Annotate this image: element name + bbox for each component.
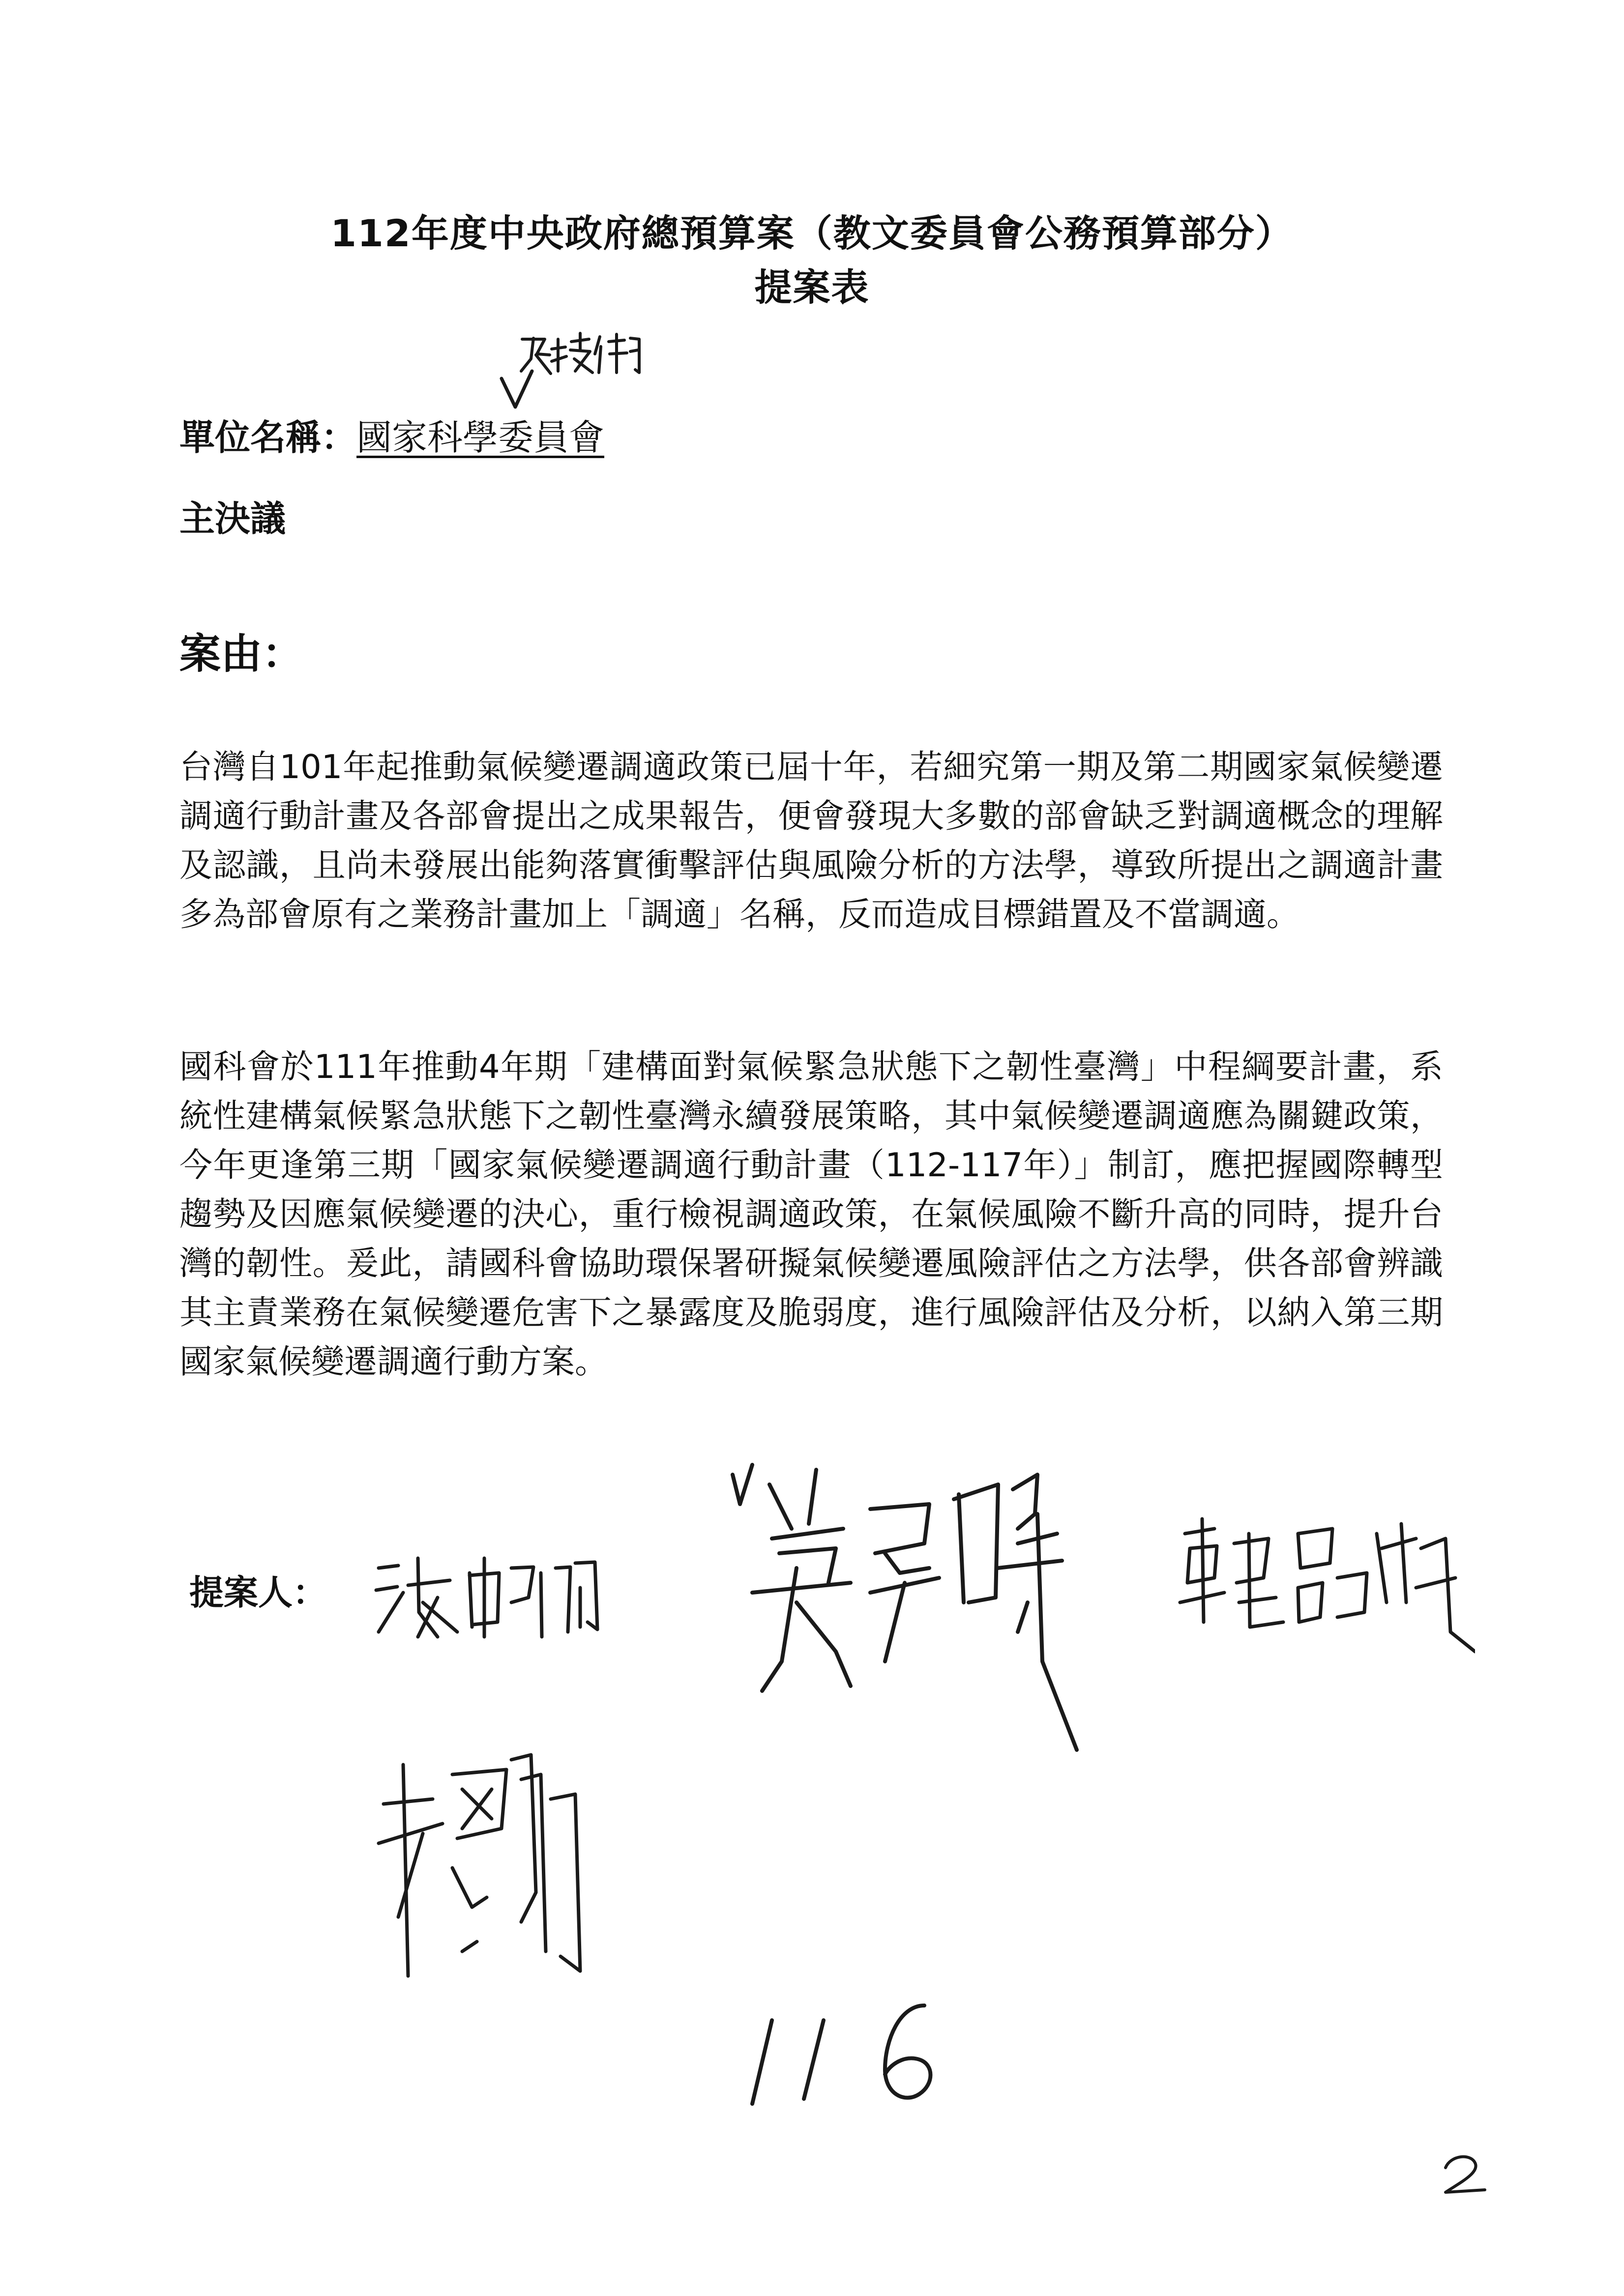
reason-paragraph-2: 國科會於111年推動4年期「建構面對氣候緊急狀態下之韌性臺灣」中程綱要計畫，系統性建構氣候緊急狀態下之韌性臺灣永續發展策略，其中氣候變遷調適應為關鍵政策，今年更逢第三期「國家氣候變遷調適行動計畫（112-117年）」制訂，應把握國際轉型趨勢及因應氣候變遷的決心，重行檢視調適政策，在氣候風險不斷升高的同時，提升台灣的韌性。爰此，請國科會協助環保署研擬氣候變遷風險評估之方法學，供各部會辨識其主責業務在氣候變遷危害下之暴露度及脆弱度，進行風險評估及分析，以納入第三期國家氣候變遷調適行動方案。 xyxy=(179,1047,1443,1381)
reason-paragraph-1: 台灣自101年起推動氣候變遷調適政策已屆十年，若細究第一期及第二期國家氣候變遷調適行動計畫及各部會提出之成果報告，便會發現大多數的部會缺乏對調適概念的理解及認識，且尚未發展出能夠落實衝擊評估與風險分析的方法學，導致所提出之調適計畫多為部會原有之業務計畫加上「調適」名稱，反而造成目標錯置及不當調適。 xyxy=(179,748,1443,933)
handwritten-number xyxy=(738,1986,983,2114)
signature-4 xyxy=(364,1745,620,2001)
proposer-label: 提案人： xyxy=(189,1572,327,1613)
signature-2 xyxy=(723,1455,1155,1770)
signature-1 xyxy=(364,1539,639,1652)
main-resolution-heading: 主決議 xyxy=(179,498,286,539)
handwritten-insertion xyxy=(492,324,669,423)
unit-label: 單位名稱： xyxy=(179,417,357,458)
unit-row xyxy=(179,413,604,462)
document-subtitle: 提案表 xyxy=(754,265,870,309)
unit-value: 國家科學委員會 xyxy=(356,417,605,458)
signature-3 xyxy=(1170,1504,1475,1671)
reason-heading: 案由： xyxy=(179,630,304,678)
document-title: 112年度中央政府總預算案（教文委員會公務預算部分） xyxy=(330,211,1294,255)
page-number xyxy=(1436,2148,1505,2202)
